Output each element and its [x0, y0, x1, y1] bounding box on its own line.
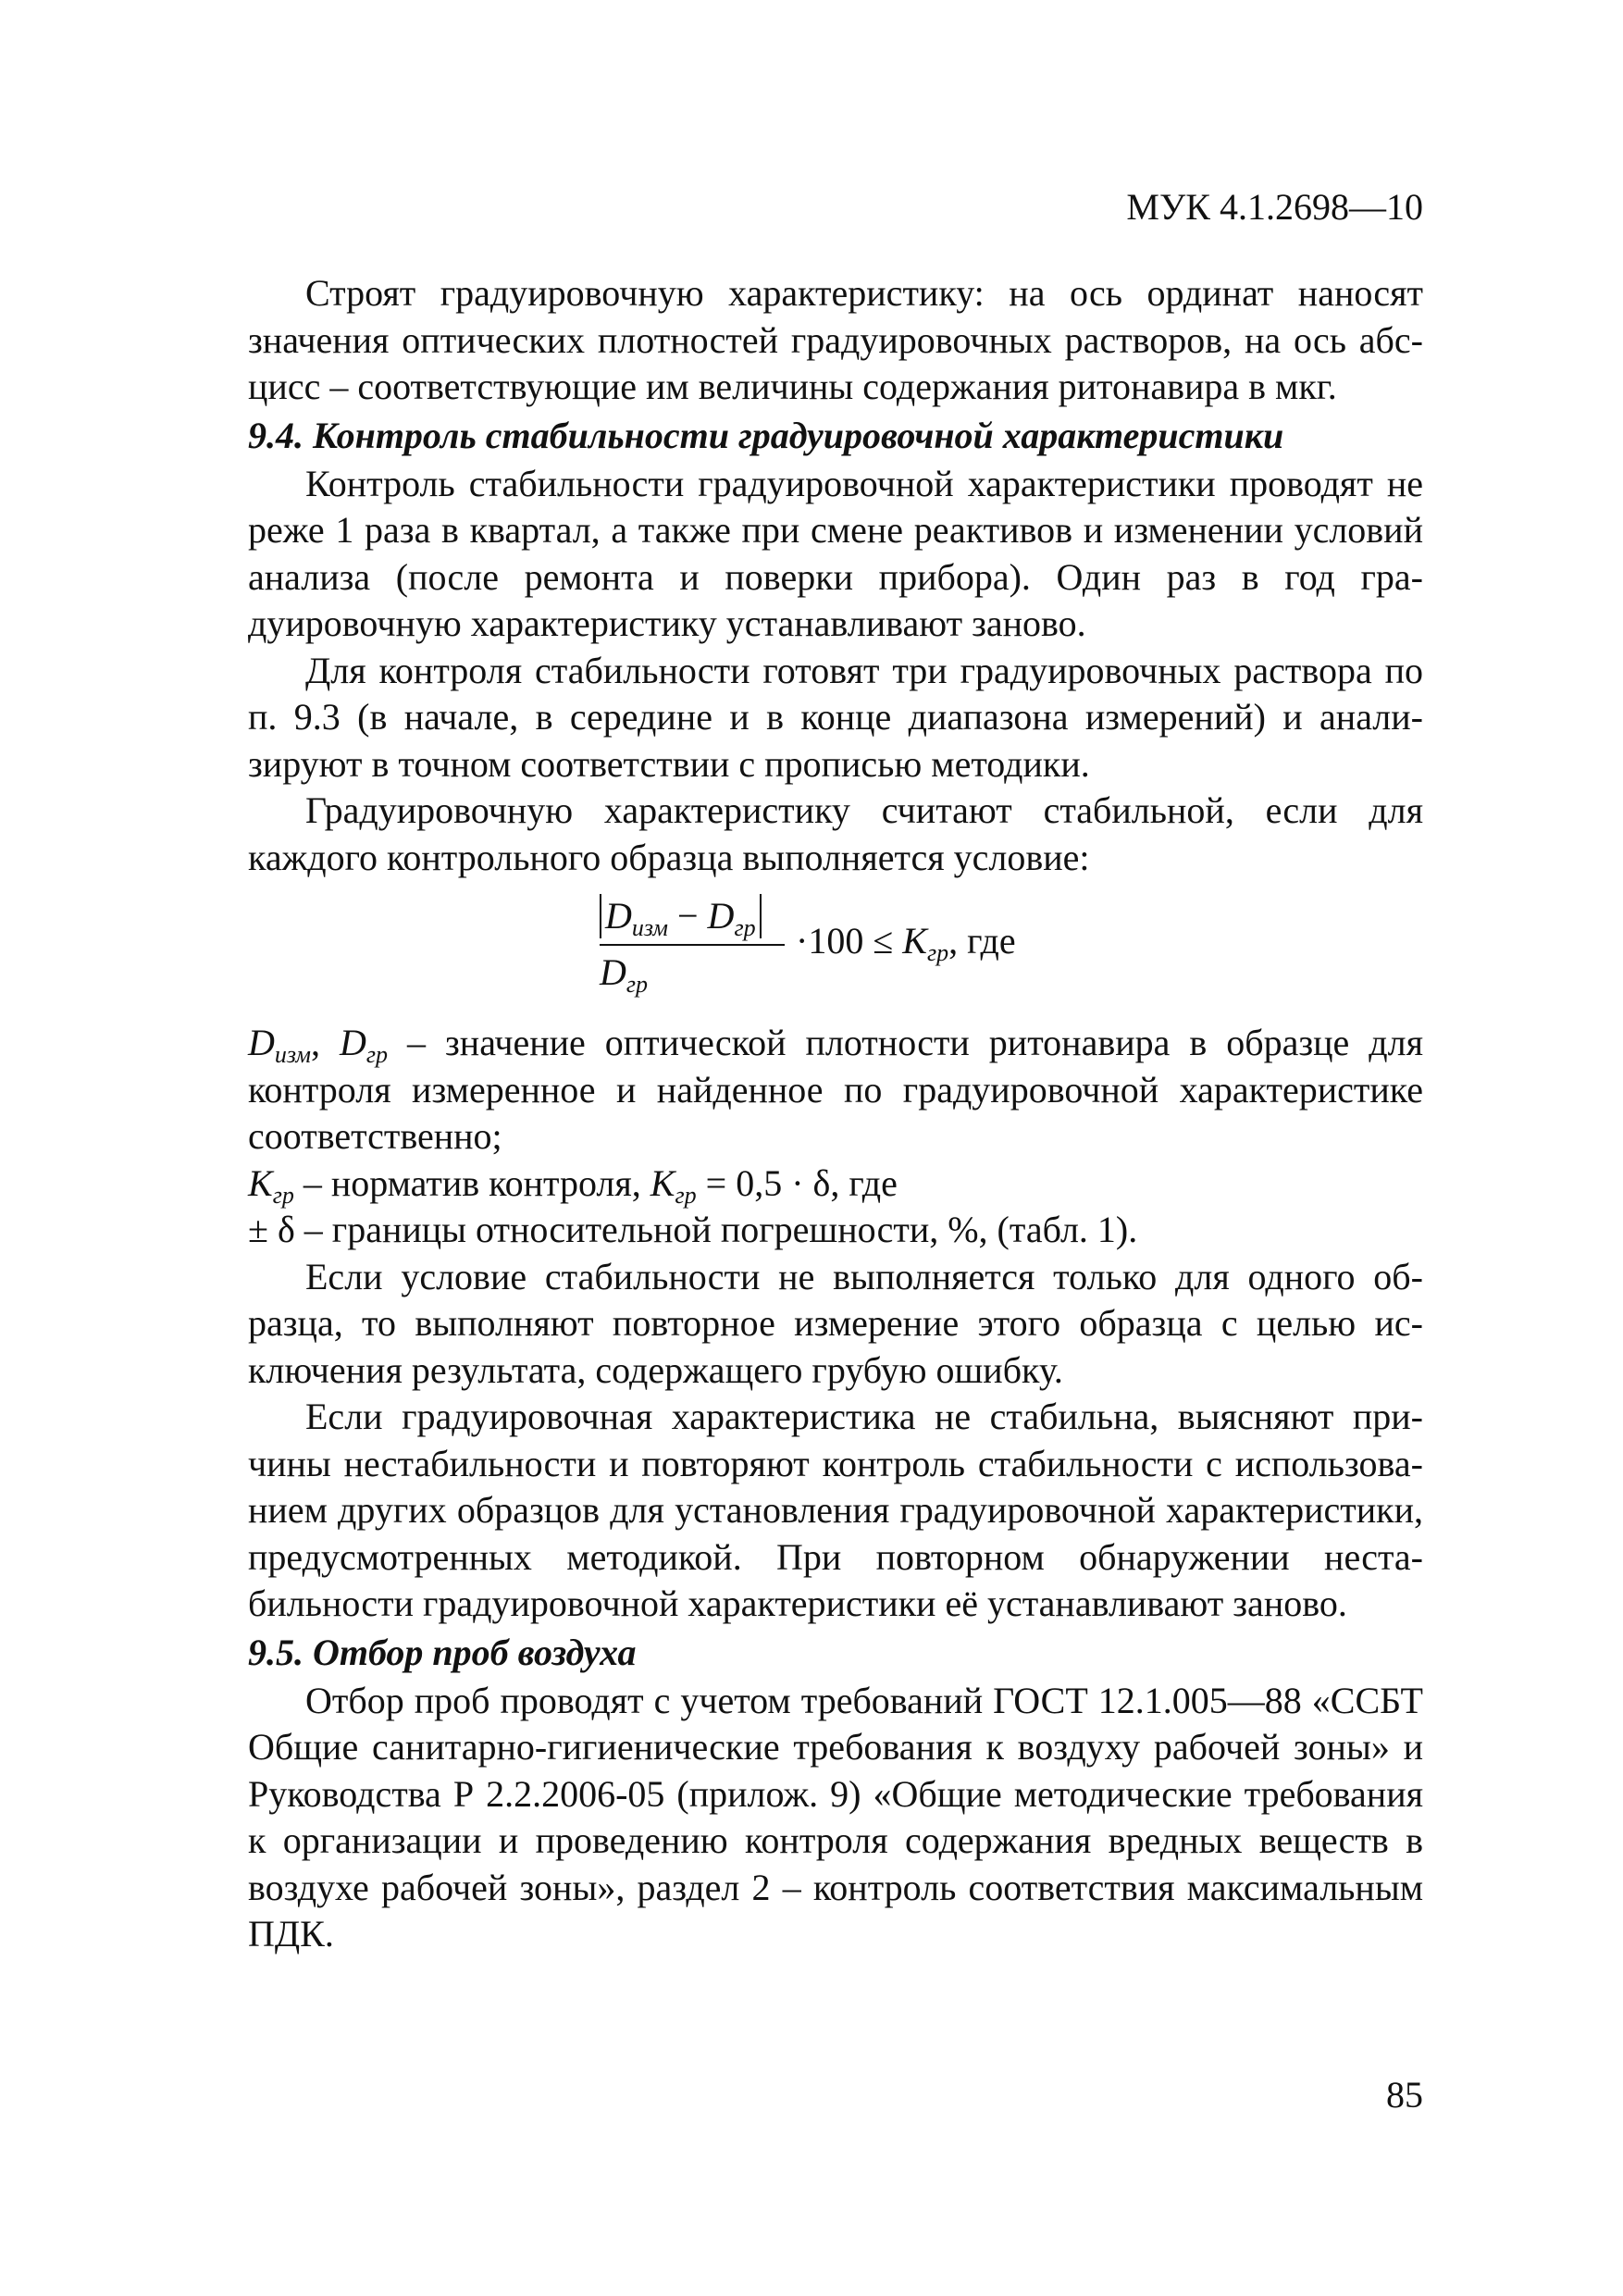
section-9-4-paragraph-4: Если условие стабильности не выполняется только для одного образца, то выполняют повторное измерение этого образца с целью исключения результата, содержащего грубую ошибку. [248, 1255, 1423, 1391]
document-code-header: МУК 4.1.2698—10 [1126, 186, 1423, 228]
section-9-4-title: 9.4. Контроль стабильности градуировочной характеристики [248, 414, 1284, 456]
definition-k-norm: $K_{гр}$ – норматив контроля, $K_{гр} = 0,5 \cdot \delta$, где [248, 1161, 898, 1209]
section-9-4-paragraph-5: Если градуировочная характеристика не стабильна, выясняют причины нестабильности и повторяют контроль стабильности с использованием других образцов для установления градуировочной характеристики, предусмотренных методикой. При повторном обнаружении нестабильности градуировочной характеристики её устанавливают заново. [248, 1396, 1423, 1624]
page-number: 85 [1386, 2074, 1423, 2116]
document-body [248, 270, 1423, 1958]
formula-fraction-bar [600, 944, 785, 946]
section-9-5-title: 9.5. Отбор проб воздуха [248, 1631, 637, 1673]
stability-formula [248, 881, 1423, 1020]
section-9-5-paragraph-1: Отбор проб проводят с учетом требований ГОСТ 12.1.005—88 «ССБТ Общие санитарно-гигиенические требования к воздуху рабочей зоны» и Руководства Р 2.2.2006-05 (прилож. 9) «Общие методические требования к организации и проведению контроля содержания вредных веществ в воздухе рабочей зоны», раздел 2 – контроль соответствия максимальным ПДК. [248, 1679, 1423, 1955]
formula-numerator [600, 890, 785, 942]
definition-d-values: $D_{изм}$, $D_{гр}$ – значение оптической плотности ритонавира в образце для контроля измеренное и найденное по градуировочной характеристике соответственно; [248, 1022, 1423, 1157]
formula-fraction [600, 890, 785, 996]
formula-absolute-value: $D_{изм} - D_{гр}$ [600, 894, 762, 938]
definition-delta: ± δ – границы относительной погрешности, %, (табл. 1). [248, 1209, 1138, 1250]
formula-right-side: $\cdot 100 \le K_{гр}$, где [796, 920, 1016, 966]
intro-paragraph: Строят градуировочную характеристику: на ось ординат наносят значения оптических плотностей градуировочных растворов, на ось абсцисс – соответствующие им величины содержания ритонавира в мкг. [248, 272, 1423, 407]
formula-denominator: $D_{гр}$ [600, 951, 649, 998]
section-9-4-paragraph-3: Градуировочную характеристику считают стабильной, если для каждого контрольного образца выполняется условие: [248, 789, 1423, 878]
section-9-4-paragraph-1: Контроль стабильности градуировочной характеристики проводят не реже 1 раза в квартал, а также при смене реактивов и изменении условий анализа (после ремонта и поверки прибора). Один раз в год градуировочную характеристику устанавливают заново. [248, 462, 1423, 644]
section-9-4-paragraph-2: Для контроля стабильности готовят три градуировочных раствора по п. 9.3 (в начале, в середине и в конце диапазона измерений) и анализируют в точном соответствии с прописью методики. [248, 649, 1423, 785]
